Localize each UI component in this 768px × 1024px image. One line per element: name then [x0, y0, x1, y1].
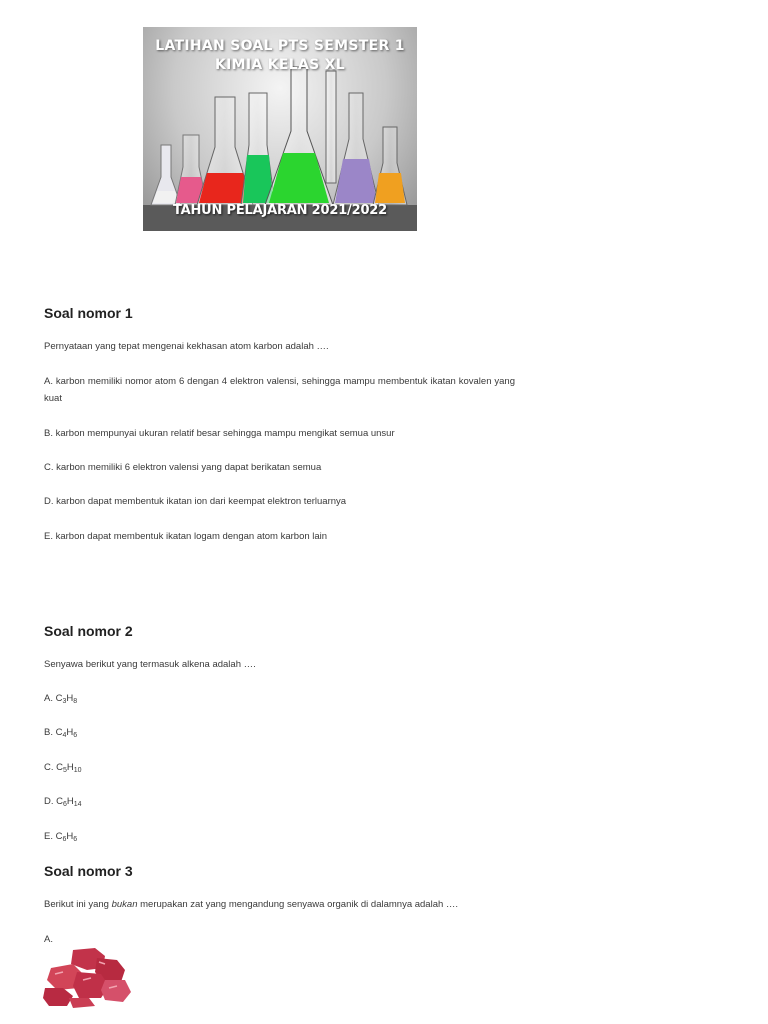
question-2-heading: Soal nomor 2	[44, 623, 133, 639]
question-1-option-b: B. karbon mempunyai ukuran relatif besar sehingga mampu mengikat semua unsur	[44, 428, 395, 439]
question-1-option-e: E. karbon dapat membentuk ikatan logam dengan atom karbon lain	[44, 531, 328, 542]
banner-footer: TAHUN PELAJARAN 2021/2022	[172, 203, 387, 218]
question-2-option-a: A. $C_3H_8$	[44, 693, 78, 705]
banner-title-line1: LATIHAN SOAL PTS SEMSTER 1	[155, 38, 405, 54]
question-2-option-e: E. $C_6H_6$	[44, 831, 78, 843]
question-1-option-c: C. karbon memiliki 6 elektron valensi yang dapat berikatan semua	[44, 462, 322, 473]
question-3-heading: Soal nomor 3	[44, 863, 133, 879]
question-2-option-c: C. $C_5H_{10}$	[44, 762, 82, 774]
question-1-option-d: D. karbon dapat membentuk ikatan ion dari keempat elektron terluarnya	[44, 496, 347, 507]
question-3-option-a: A.	[44, 934, 53, 945]
question-1-option-a: A. karbon memiliki nomor atom 6 dengan 4 elektron valensi, sehingga mampu membentuk ikatan kovalen yang kuat	[44, 376, 515, 404]
chemistry-banner-image	[143, 27, 417, 231]
question-1-heading: Soal nomor 1	[44, 305, 133, 321]
question-2-option-b: B. $C_4H_6$	[44, 727, 78, 739]
question-3-text: Berikut ini yang bukan merupakan zat yang mengandung senyawa organik di dalamnya adalah ….	[44, 899, 459, 910]
question-2-option-d: D. $C_6H_{14}$	[44, 796, 82, 808]
question-2-text: Senyawa berikut yang termasuk alkena adalah ….	[44, 659, 256, 670]
question-1-text: Pernyataan yang tepat mengenai kekhasan atom karbon adalah ….	[44, 341, 329, 352]
raw-meat-image	[43, 948, 133, 1013]
banner-title-line2: KIMIA KELAS XL	[215, 57, 345, 73]
